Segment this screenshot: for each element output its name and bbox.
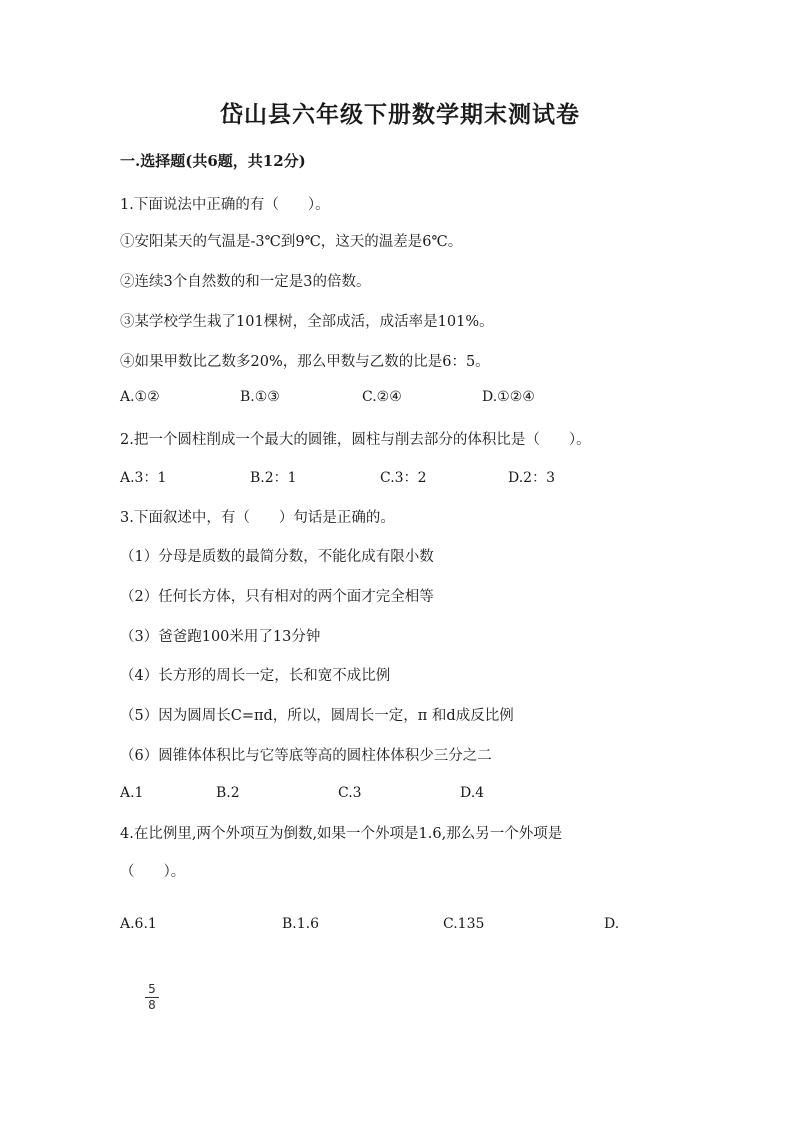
question-1-option-d[interactable]: D.①②④	[482, 389, 535, 405]
question-1-option-b[interactable]: B.①③	[240, 389, 280, 405]
question-3-stem: 3.下面叙述中，有（ ）句话是正确的。	[120, 510, 395, 526]
question-2-option-d[interactable]: D.2：3	[508, 470, 555, 486]
question-1-item: ①安阳某天的气温是-3℃到9℃，这天的温差是6℃。	[120, 234, 463, 250]
question-1-item: ④如果甲数比乙数多20%，那么甲数与乙数的比是6：5。	[120, 354, 490, 370]
question-3-item: （2）任何长方体，只有相对的两个面才完全相等	[120, 589, 434, 605]
fraction-numerator: 5	[148, 982, 156, 996]
question-4-option-c[interactable]: C.135	[443, 916, 485, 932]
question-3-item: （1）分母是质数的最简分数，不能化成有限小数	[120, 549, 434, 565]
question-1-option-a[interactable]: A.①②	[120, 389, 160, 405]
question-3-item: （3）爸爸跑100米用了13分钟	[120, 629, 321, 645]
question-4-option-d[interactable]: D.	[604, 916, 620, 932]
question-2-option-c[interactable]: C.3：2	[380, 470, 427, 486]
question-3-item: （6）圆锥体体积比与它等底等高的圆柱体体积少三分之二	[120, 748, 492, 764]
question-3-item: （5）因为圆周长C=πd，所以，圆周长一定，π 和d成反比例	[120, 708, 514, 724]
question-3-option-d[interactable]: D.4	[460, 785, 485, 801]
question-4-option-b[interactable]: B.1.6	[282, 916, 320, 932]
question-1-item: ②连续3个自然数的和一定是3的倍数。	[120, 274, 371, 290]
question-4-stem-continued: （ ）。	[120, 864, 186, 880]
question-1-stem: 1.下面说法中正确的有（ ）。	[120, 197, 330, 213]
question-2-stem: 2.把一个圆柱削成一个最大的圆锥，圆柱与削去部分的体积比是（ ）。	[120, 432, 591, 448]
question-4-stem: 4.在比例里,两个外项互为倒数,如果一个外项是1.6,那么另一个外项是	[120, 826, 563, 842]
question-3-option-b[interactable]: B.2	[216, 785, 240, 801]
page-title: 岱山县六年级下册数学期末测试卷	[220, 101, 580, 128]
question-1-item: ③某学校学生栽了101棵树，全部成活，成活率是101%。	[120, 314, 494, 330]
question-4-option-a[interactable]: A.6.1	[120, 916, 157, 932]
question-3-option-a[interactable]: A.1	[120, 785, 144, 801]
question-1-option-c[interactable]: C.②④	[362, 389, 402, 405]
question-3-option-c[interactable]: C.3	[338, 785, 362, 801]
question-4-option-d-fraction	[145, 983, 159, 1012]
question-3-item: （4）长方形的周长一定，长和宽不成比例	[120, 668, 391, 684]
question-2-option-b[interactable]: B.2：1	[250, 470, 297, 486]
fraction-denominator: 8	[148, 998, 156, 1012]
question-2-option-a[interactable]: A.3：1	[120, 470, 167, 486]
section-heading: 一.选择题(共6题，共12分)	[120, 152, 306, 170]
